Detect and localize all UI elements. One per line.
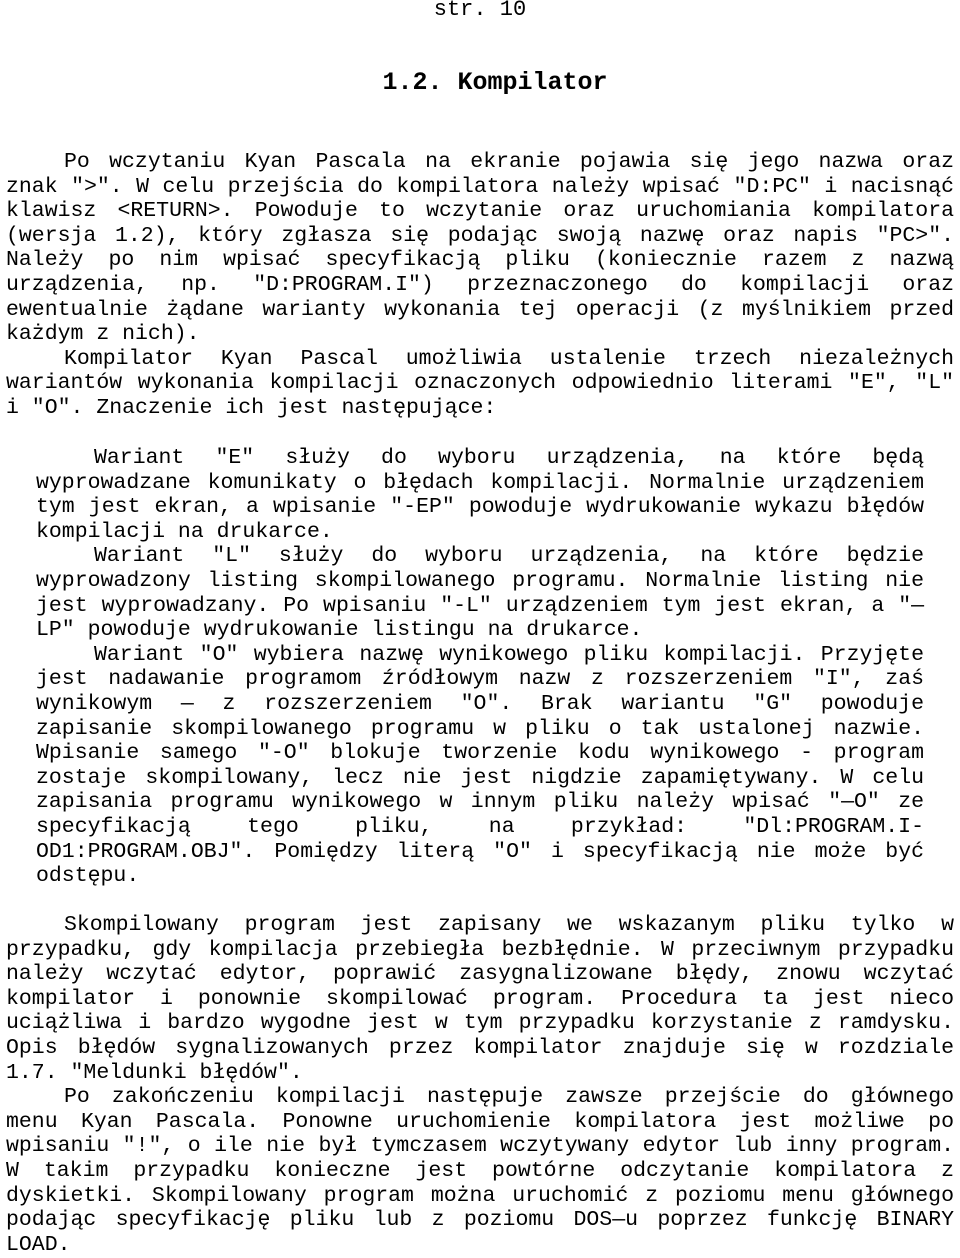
outro-paragraph-1: Skompilowany program jest zapisany we wskazanym pliku tylko w przypadku, gdy kompilacja przebiegła bezbłędnie. W przeciwnym przypadku należy wczytać edytor, poprawić zasygnalizowane błędy, znowu wczytać kompilator i ponownie skompilować program. Procedura ta jest nieco uciążliwa i bardzo wygodne jest w tym przypadku korzystanie z ramdysku. Opis błędów sygnalizowanych przez kompilator znajduje się w rozdziale 1.7. "Meldunki błędów". <box>6 913 954 1085</box>
variant-e-paragraph: Wariant "E" służy do wyboru urządzenia, na które będą wyprowadzane komunikaty o błędach kompilacji. Normalnie urządzeniem tym jest ekran, a wpisanie "-EP" powoduje wydrukowanie wykazu błędów kompilacji na drukarce. <box>36 446 924 544</box>
variant-l-paragraph: Wariant "L" służy do wyboru urządzenia, na które będzie wyprowadzony listing skompilowanego programu. Normalnie listing nie jest wyprowadzany. Po wpisaniu "-L" urządzeniem tym jest ekran, a "—LP" powoduje wydrukowanie listingu na drukarce. <box>36 544 924 643</box>
intro-section <box>6 150 954 421</box>
chapter-title: 1.2. Kompilator <box>382 68 608 97</box>
variants-section <box>36 446 924 889</box>
outro-section <box>6 913 954 1257</box>
variant-o-paragraph: Wariant "O" wybiera nazwę wynikowego pliku kompilacji. Przyjęte jest nadawanie programom źródłowym nazw z rozszerzeniem "I", zaś wynikowym — z rozszerzeniem "O". Brak wariantu "G" powoduje zapisanie skompilowanego programu w pliku o tak ustalonej nazwie. Wpisanie samego "-O" blokuje tworzenie kodu wynikowego - program zostaje skompilowany, lecz nie jest nigdzie zapamiętywany. W celu zapisania programu wynikowego w innym pliku należy wpisać "—O" ze specyfikacją tego pliku, na przykład: "Dl:PROGRAM.I-OD1:PROGRAM.OBJ". Pomiędzy literą "O" i specyfikacją nie może być odstępu. <box>36 642 924 889</box>
intro-paragraph-1: Po wczytaniu Kyan Pascala na ekranie pojawia się jego nazwa oraz znak ">". W celu przejścia do kompilatora należy wpisać "D:PC" i nacisnąć klawisz <RETURN>. Powoduje to wczytanie oraz uruchomiania kompilatora (wersja 1.2), który zgłasza się podając swoją nazwę oraz napis "PC>". Należy po nim wpisać specyfikacją pliku (koniecznie razem z nazwą urządzenia, np. "D:PROGRAM.I") przeznaczonego do kompilacji oraz ewentualnie żądane warianty wykonania tej operacji (z myślnikiem przed każdym z nich). <box>6 150 954 347</box>
outro-paragraph-2: Po zakończeniu kompilacji następuje zawsze przejście do głównego menu Kyan Pascala. Ponowne uruchomienie kompilatora jest możliwe po wpisaniu "!", o ile nie był tymczasem wczytywany edytor lub inny program. W takim przypadku konieczne jest powtórne odczytanie kompilatora z dyskietki. Skompilowany program można uruchomić z poziomu menu głównego podając specyfikację pliku lub z poziomu DOS—u poprzez funkcję BINARY LOAD. <box>6 1085 954 1257</box>
intro-paragraph-2: Kompilator Kyan Pascal umożliwia ustalenie trzech niezależnych wariantów wykonania kompilacji oznaczonych odpowiednio literami "E", "L" i "O". Znaczenie ich jest następujące: <box>6 346 954 420</box>
page-number: str. 10 <box>433 0 527 22</box>
